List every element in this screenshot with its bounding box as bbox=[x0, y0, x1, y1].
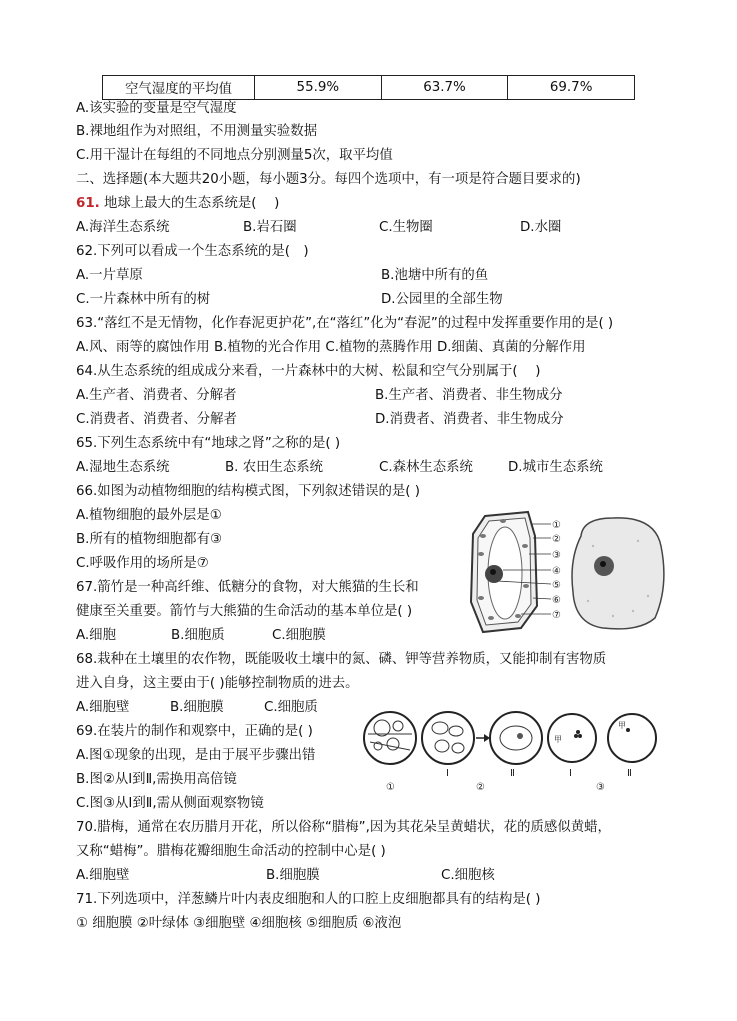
option-a: A.生产者、消费者、分解者 bbox=[76, 388, 237, 403]
question-71: 71.下列选项中，洋葱鳞片叶内表皮细胞和人的口腔上皮细胞都具有的结构是( ) bbox=[76, 892, 541, 907]
figure-label: ⑥ bbox=[552, 595, 561, 606]
option-c: C.图③从Ⅰ到Ⅱ,需从侧面观察物镜 bbox=[76, 796, 264, 811]
question-61 bbox=[76, 194, 279, 214]
plant-nucleolus bbox=[490, 569, 496, 575]
figure-label: ① bbox=[552, 520, 561, 531]
question-64: 64.从生态系统的组成成分来看，一片森林中的大树、松鼠和空气分别属于( ) bbox=[76, 364, 541, 379]
option-d: D.水圈 bbox=[520, 220, 562, 235]
option-d: D.城市生态系统 bbox=[508, 460, 603, 475]
option-b: B.细胞膜 bbox=[266, 868, 320, 883]
option-b: B.池塘中所有的鱼 bbox=[381, 268, 489, 283]
jia-label: 甲 bbox=[554, 735, 562, 744]
question-67-line1: 67.箭竹是一种高纤维、低糖分的食物，对大熊猫的生长和 bbox=[76, 580, 419, 595]
field-of-view-2-i bbox=[422, 712, 474, 764]
option-b: B.细胞质 bbox=[171, 628, 225, 643]
question-71-items: ① 细胞膜 ②叶绿体 ③细胞壁 ④细胞核 ⑤细胞质 ⑥液泡 bbox=[76, 916, 402, 931]
prev-option-b: B.裸地组作为对照组，不用测量实验数据 bbox=[76, 124, 318, 139]
figure-label: ③ bbox=[552, 550, 561, 561]
specimen-dot bbox=[576, 730, 580, 734]
table-cell: 63.7% bbox=[381, 76, 508, 100]
figure-label: ⑤ bbox=[552, 580, 561, 591]
question-70-line1: 70.腊梅，通常在农历腊月开花，所以俗称“腊梅”,因为其花朵呈黄蜡状，花的质感似黄蜡， bbox=[76, 820, 611, 835]
magnified-cell bbox=[500, 726, 532, 750]
question-62: 62.下列可以看成一个生态系统的是( ) bbox=[76, 244, 309, 259]
figure-caption: Ⅱ bbox=[510, 768, 515, 779]
table-cell: 69.7% bbox=[508, 76, 635, 100]
option-a: A.植物细胞的最外层是① bbox=[76, 508, 222, 523]
option-b: B.图②从Ⅰ到Ⅱ,需换用高倍镜 bbox=[76, 772, 237, 787]
magnified-nucleus bbox=[517, 733, 523, 739]
section-heading: 二、选择题(本大题共20小题，每小题3分。每四个选项中，有一项是符合题目要求的) bbox=[76, 172, 581, 187]
option-c: C.消费者、消费者、分解者 bbox=[76, 412, 237, 427]
question-stem: 地球上最大的生态系统是( ) bbox=[104, 196, 280, 211]
table-row bbox=[103, 76, 635, 100]
figure-label: ② bbox=[552, 534, 561, 545]
option-a: A.细胞 bbox=[76, 628, 116, 643]
option-b: B. 农田生态系统 bbox=[225, 460, 324, 475]
specimen-dot bbox=[578, 734, 582, 738]
question-69: 69.在装片的制作和观察中，正确的是( ) bbox=[76, 724, 313, 739]
prev-option-a: A.该实验的变量是空气湿度 bbox=[76, 101, 237, 116]
animal-cell bbox=[572, 518, 664, 629]
option-a: A.细胞壁 bbox=[76, 700, 130, 715]
option-b: B.所有的植物细胞都有③ bbox=[76, 532, 222, 547]
specimen-dot bbox=[574, 734, 578, 738]
option-c: C.一片森林中所有的树 bbox=[76, 292, 211, 307]
question-63: 63.“落红不是无情物，化作春泥更护花”,在“落红”化为“春泥”的过程中发挥重要作用的是( ) bbox=[76, 316, 614, 331]
specimen-dot bbox=[626, 728, 630, 732]
option-a: A.海洋生态系统 bbox=[76, 220, 170, 235]
question-68-line2: 进入自身，这主要由于( )能够控制物质的进去。 bbox=[76, 676, 359, 691]
field-of-view-3-ii bbox=[608, 714, 656, 762]
table-cell: 55.9% bbox=[255, 76, 382, 100]
option-c: C.细胞质 bbox=[264, 700, 318, 715]
cell-structure-figure bbox=[463, 506, 675, 638]
option-b: B.生产者、消费者、非生物成分 bbox=[375, 388, 563, 403]
option-a: A.图①现象的出现，是由于展平步骤出错 bbox=[76, 748, 316, 763]
option-c: C.细胞膜 bbox=[272, 628, 326, 643]
question-66: 66.如图为动植物细胞的结构模式图，下列叙述错误的是( ) bbox=[76, 484, 420, 499]
figure-caption: Ⅰ bbox=[446, 768, 449, 779]
table-row-label: 空气湿度的平均值 bbox=[103, 76, 255, 100]
option-c: C.生物圈 bbox=[379, 220, 433, 235]
question-68-line1: 68.栽种在土壤里的农作物，既能吸收土壤中的氮、磷、钾等营养物质，又能抑制有害物质 bbox=[76, 652, 607, 667]
question-67-line2: 健康至关重要。箭竹与大熊猫的生命活动的基本单位是( ) bbox=[76, 604, 413, 619]
option-c: C.细胞核 bbox=[441, 868, 495, 883]
option-a: A.湿地生态系统 bbox=[76, 460, 170, 475]
option-b: B.岩石圈 bbox=[243, 220, 297, 235]
question-number: 61. bbox=[76, 196, 100, 211]
humidity-table bbox=[102, 75, 635, 100]
question-70-line2: 又称“蜡梅”。腊梅花瓣细胞生命活动的控制中心是( ) bbox=[76, 844, 386, 859]
option-c: C.森林生态系统 bbox=[379, 460, 473, 475]
figure-caption: Ⅰ bbox=[569, 768, 572, 779]
option-a: A.一片草原 bbox=[76, 268, 143, 283]
option-d: D.消费者、消费者、非生物成分 bbox=[375, 412, 564, 427]
option-b: B.细胞膜 bbox=[170, 700, 224, 715]
question-65: 65.下列生态系统中有“地球之肾”之称的是( ) bbox=[76, 436, 341, 451]
prev-option-c: C.用干湿计在每组的不同地点分别测量5次，取平均值 bbox=[76, 148, 393, 163]
figure-caption: ② bbox=[476, 782, 485, 793]
animal-nucleolus bbox=[600, 561, 606, 567]
option-d: D.公园里的全部生物 bbox=[381, 292, 503, 307]
option-c: C.呼吸作用的场所是⑦ bbox=[76, 556, 209, 571]
microscope-figure bbox=[360, 706, 658, 796]
figure-label: ⑦ bbox=[552, 610, 561, 621]
figure-label: ④ bbox=[552, 566, 561, 577]
figure-caption: Ⅱ bbox=[627, 768, 632, 779]
option-a: A.细胞壁 bbox=[76, 868, 130, 883]
jia-label: 甲 bbox=[618, 721, 626, 730]
figure-caption: ① bbox=[386, 782, 395, 793]
figure-caption: ③ bbox=[596, 782, 605, 793]
field-of-view-1 bbox=[364, 712, 416, 764]
question-63-options: A.风、雨等的腐蚀作用 B.植物的光合作用 C.植物的蒸腾作用 D.细菌、真菌的分解作用 bbox=[76, 340, 586, 355]
